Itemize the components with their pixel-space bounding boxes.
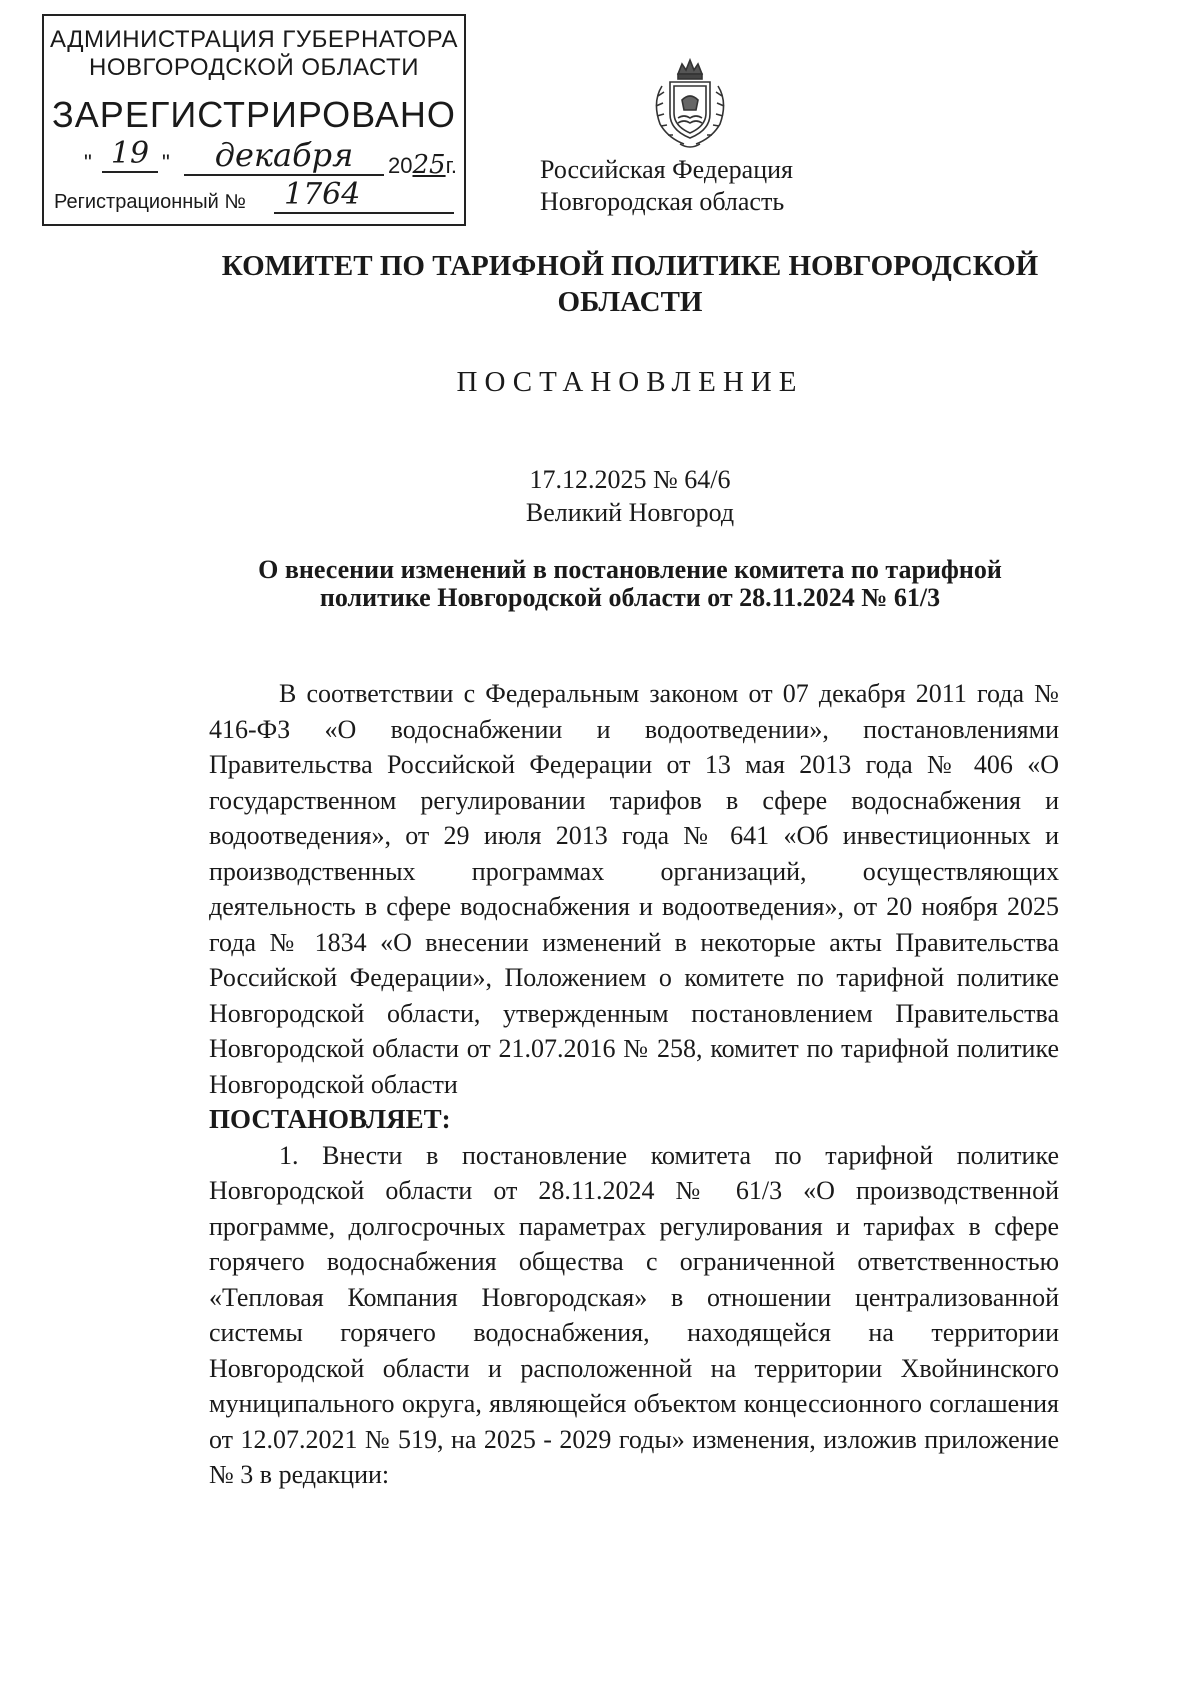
stamp-reg-number: 1764	[274, 177, 454, 214]
stamp-org-line2: НОВГОРОДСКОЙ ОБЛАСТИ	[89, 54, 419, 81]
stamp-title: ЗАРЕГИСТРИРОВАНО	[52, 94, 456, 135]
country-name: Российская Федерация	[540, 155, 793, 184]
committee-title: КОМИТЕТ ПО ТАРИФНОЙ ПОЛИТИКЕ НОВГОРОДСКОЙ ОБЛАСТИ	[221, 250, 1039, 318]
document-type: ПОСТАНОВЛЕНИЕ	[456, 366, 804, 398]
decree-body	[209, 676, 1059, 1493]
decree-city: Великий Новгород	[525, 498, 735, 527]
stamp-registration-row	[54, 177, 464, 214]
coat-of-arms-icon	[640, 52, 740, 152]
resolves-heading: ПОСТАНОВЛЯЕТ:	[209, 1104, 451, 1134]
preamble-paragraph: В соответствии с Федеральным законом от 07 декабря 2011 года № 416-ФЗ «О водоснабжении и водоотведении», постановлениями Правительства Российской Федерации от 13 мая 2013 года № 406 «О государственном регулировании тарифов в сфере водоснабжения и водоотведения», от 29 июля 2013 года № 641 «Об инвестиционных и производственных программах организаций, осуществляющих деятельность в сфере водоснабжения и водоотведения», от 20 ноября 2025 года № 1834 «О внесении изменений в некоторые акты Правительства Российской Федерации», Положением о комитете по тарифной политике Новгородской области, утвержденным постановлением Правительства Новгородской области от 21.07.2016 № 258, комитет по тарифной политике Новгородской области	[209, 679, 1059, 1099]
stamp-quote-open: "	[84, 150, 92, 175]
stamp-year-suffix: 25	[412, 150, 446, 180]
decree-date-block	[430, 463, 830, 529]
stamp-date-row	[54, 136, 464, 180]
stamp-year-prefix: 20	[388, 153, 413, 178]
stamp-year	[388, 150, 457, 180]
registration-stamp	[42, 14, 466, 226]
stamp-quote-close: "	[162, 150, 170, 175]
stamp-year-unit: г.	[445, 153, 458, 178]
stamp-month: декабря	[184, 136, 384, 176]
stamp-day: 19	[102, 136, 158, 173]
country-region-block	[540, 154, 840, 218]
region-name: Новгородская область	[540, 187, 785, 216]
decree-subject: О внесении изменений в постановление комитета по тарифной политике Новгородской области от 28.11.2024 № 61/3	[258, 555, 1002, 612]
decree-date-number: 17.12.2025 № 64/6	[529, 465, 731, 494]
stamp-reg-label: Регистрационный №	[54, 191, 246, 213]
stamp-org-line1: АДМИНИСТРАЦИЯ ГУБЕРНАТОРА	[49, 26, 459, 53]
item-1-paragraph: 1. Внести в постановление комитета по тарифной политике Новгородской области от 28.11.2024 № 61/3 «О производственной программе, долгосрочных параметрах регулирования и тарифах в сфере горячего водоснабжения общества с ограниченной ответственностью «Тепловая Компания Новгородская» в отношении централизованной системы горячего водоснабжения, находящейся на территории Новгородской области и расположенной на территории Хвойнинского муниципального округа, являющейся объектом концессионного соглашения от 12.07.2021 № 519, на 2025 - 2029 годы» изменения, изложив приложение № 3 в редакции:	[209, 1140, 1059, 1489]
